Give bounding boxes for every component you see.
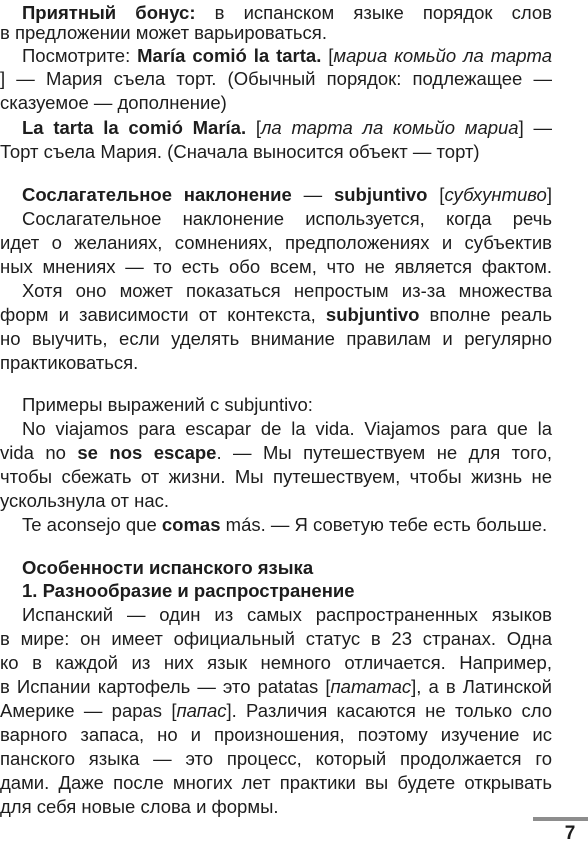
features-line-5: Америке — papas [папас]. Различия касаются не только сло — [0, 700, 552, 721]
examples-e1-line-4: ускользнула от нас. — [0, 490, 170, 511]
examples-e2: Te aconsejo que comas más. — Я советую тебе есть больше. — [22, 514, 548, 535]
features-subheading: 1. Разнообразие и распространение — [22, 580, 355, 601]
features-line-9: для себя новые слова и формы. — [0, 796, 279, 817]
features-line-7: панского языка — это процесс, который продолжается го — [0, 748, 552, 769]
features-heading: Особенности испанского языка — [22, 557, 314, 578]
example1-line-1: Посмотрите: María comió la tarta. [мариа комьйо ла тарта — [22, 45, 553, 66]
examples-heading: Примеры выражений с subjuntivo: — [22, 394, 313, 415]
examples-e1-line-3: чтобы сбежать от жизни. Мы путешествуем, чтобы жизнь не — [0, 466, 552, 487]
bonus-line-1: Приятный бонус: в испанском языке порядок слов — [22, 2, 552, 23]
subjunctive-p1-line-2: идет о желаниях, сомнениях, предположениях и субъектив — [0, 232, 552, 253]
features-line-2: в мире: он имеет официальный статус в 23 странах. Одна — [0, 628, 552, 649]
features-line-4: в Испании картофель — это patatas [пататас], а в Латинской — [0, 676, 553, 697]
example1-line-2: ] — Мария съела торт. (Обычный порядок: подлежащее — — [0, 68, 552, 89]
footer-bar — [533, 817, 588, 821]
example2-line-2: Торт съела Мария. (Сначала выносится объект — торт) — [0, 141, 480, 162]
subjunctive-p1-line-1: Сослагательное наклонение используется, когда речь — [22, 208, 552, 229]
features-line-6: варного запаса, но и произношения, поэтому изучение ис — [0, 724, 552, 745]
features-line-1: Испанский — один из самых распространенных языков — [22, 604, 552, 625]
examples-e1-line-1: No viajamos para escapar de la vida. Viajamos para que la — [22, 418, 552, 439]
example2-line-1: La tarta la comió María. [ла тарта ла комьйо мариа] — — [22, 117, 553, 138]
page-number: 7 — [564, 823, 576, 844]
subjunctive-p2-line-3: но выучить, если уделять внимание правилам и регулярно — [0, 328, 552, 349]
features-line-3: ко в каждой из них язык немного отличается. Например, — [0, 652, 552, 673]
example1-line-3: сказуемое — дополнение) — [0, 92, 227, 113]
subjunctive-p2-line-1: Хотя оно может показаться непростым из-за множества — [22, 280, 552, 301]
subjunctive-p2-line-4: практиковаться. — [0, 352, 139, 373]
bonus-line-2: в предложении может варьироваться. — [0, 22, 327, 43]
subjunctive-heading: Сослагательное наклонение — subjuntivo [субхунтиво] — [22, 184, 552, 205]
bonus-label: Приятный бонус: — [22, 2, 196, 23]
examples-e1-line-2: vida no se nos escape. — Мы путешествуем не для того, — [0, 442, 552, 463]
features-line-8: дами. Даже после многих лет практики вы будете открывать — [0, 772, 552, 793]
subjunctive-p1-line-3: ных мнениях — то есть обо всем, что не является фактом. — [0, 256, 552, 277]
subjunctive-p2-line-2: форм и зависимости от контекста, subjuntivo вполне реаль — [0, 304, 552, 325]
